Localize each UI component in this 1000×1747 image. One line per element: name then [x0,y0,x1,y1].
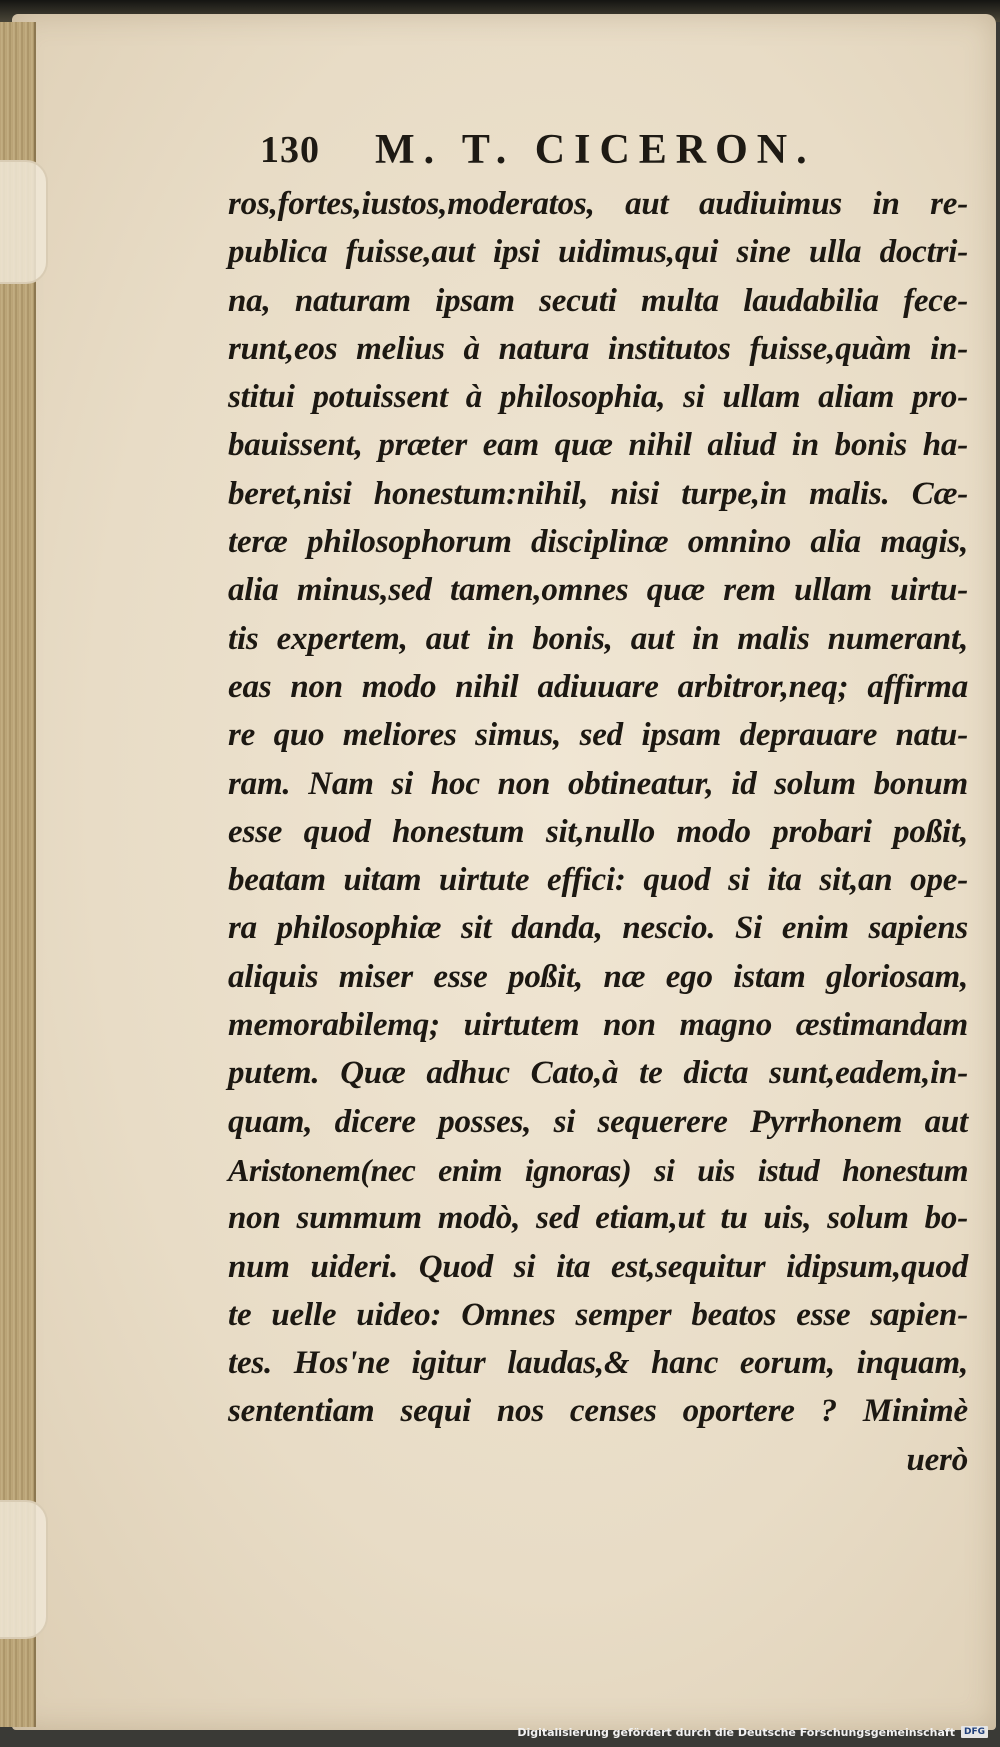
text-line: num uideri. Quod si ita est,sequitur idipsum,quod [228,1248,968,1285]
text-line: teræ philosophorum disciplinæ omnino alia magis, [228,524,968,561]
text-line: beatam uitam uirtute effici: quod si ita sit,an ope- [228,862,968,899]
page-clip-bottom [0,1500,48,1639]
text-line: re quo meliores simus, sed ipsam deprauare natu- [228,717,968,754]
text-line: Aristonem(nec enim ignoras) si uis istud honestum [228,1151,968,1188]
text-line: putem. Quæ adhuc Cato,à te dicta sunt,eadem,in- [228,1055,968,1092]
running-head [260,120,910,180]
text-line: alia minus,sed tamen,omnes quæ rem ullam uirtu- [228,572,968,609]
text-line: tes. Hos'ne igitur laudas,& hanc eorum, inquam, [228,1345,968,1382]
text-line: te uelle uideo: Omnes semper beatos esse sapien- [228,1296,968,1333]
dfg-logo: DFG [961,1726,988,1738]
text-line: memorabilemq; uirtutem non magno æstimandam [228,1007,968,1044]
page-clip-top [0,160,48,284]
text-line: beret,nisi honestum:nihil, nisi turpe,in malis. Cæ- [228,475,968,512]
catchword: uerò [906,1441,968,1478]
text-line: sententiam sequi nos censes oportere ? Minimè [228,1393,968,1430]
text-line: bauissent, præter eam quæ nihil aliud in bonis ha- [228,427,968,464]
text-line: runt,eos melius à natura institutos fuisse,quàm in- [228,330,968,367]
text-line: na, naturam ipsam secuti multa laudabilia fece- [228,282,968,319]
page-number: 130 [260,129,320,171]
text-line: aliquis miser esse poßit, næ ego istam gloriosam, [228,958,968,995]
text-line: eas non modo nihil adiuuare arbitror,neq; affirma [228,668,968,705]
text-line: quam, dicere posses, si sequerere Pyrrhonem aut [228,1103,968,1140]
digitization-credit [517,1723,988,1741]
running-title: M. T. CICERON. [375,127,816,173]
body-text [228,180,968,1484]
text-line: publica fuisse,aut ipsi uidimus,qui sine ulla doctri- [228,234,968,271]
text-line: tis expertem, aut in bonis, aut in malis numerant, [228,620,968,657]
text-line: esse quod honestum sit,nullo modo probari poßit, [228,813,968,850]
text-line: non summum modò, sed etiam,ut tu uis, solum bo- [228,1200,968,1237]
text-line: ra philosophiæ sit danda, nescio. Si enim sapiens [228,910,968,947]
credit-text: Digitalisierung gefördert durch die Deutsche Forschungsgemeinschaft [517,1725,955,1739]
text-line: ros,fortes,iustos,moderatos, aut audiuimus in re- [228,186,968,222]
text-line: stitui potuissent à philosophia, si ullam aliam pro- [228,379,968,416]
text-line: ram. Nam si hoc non obtineatur, id solum bonum [228,765,968,802]
